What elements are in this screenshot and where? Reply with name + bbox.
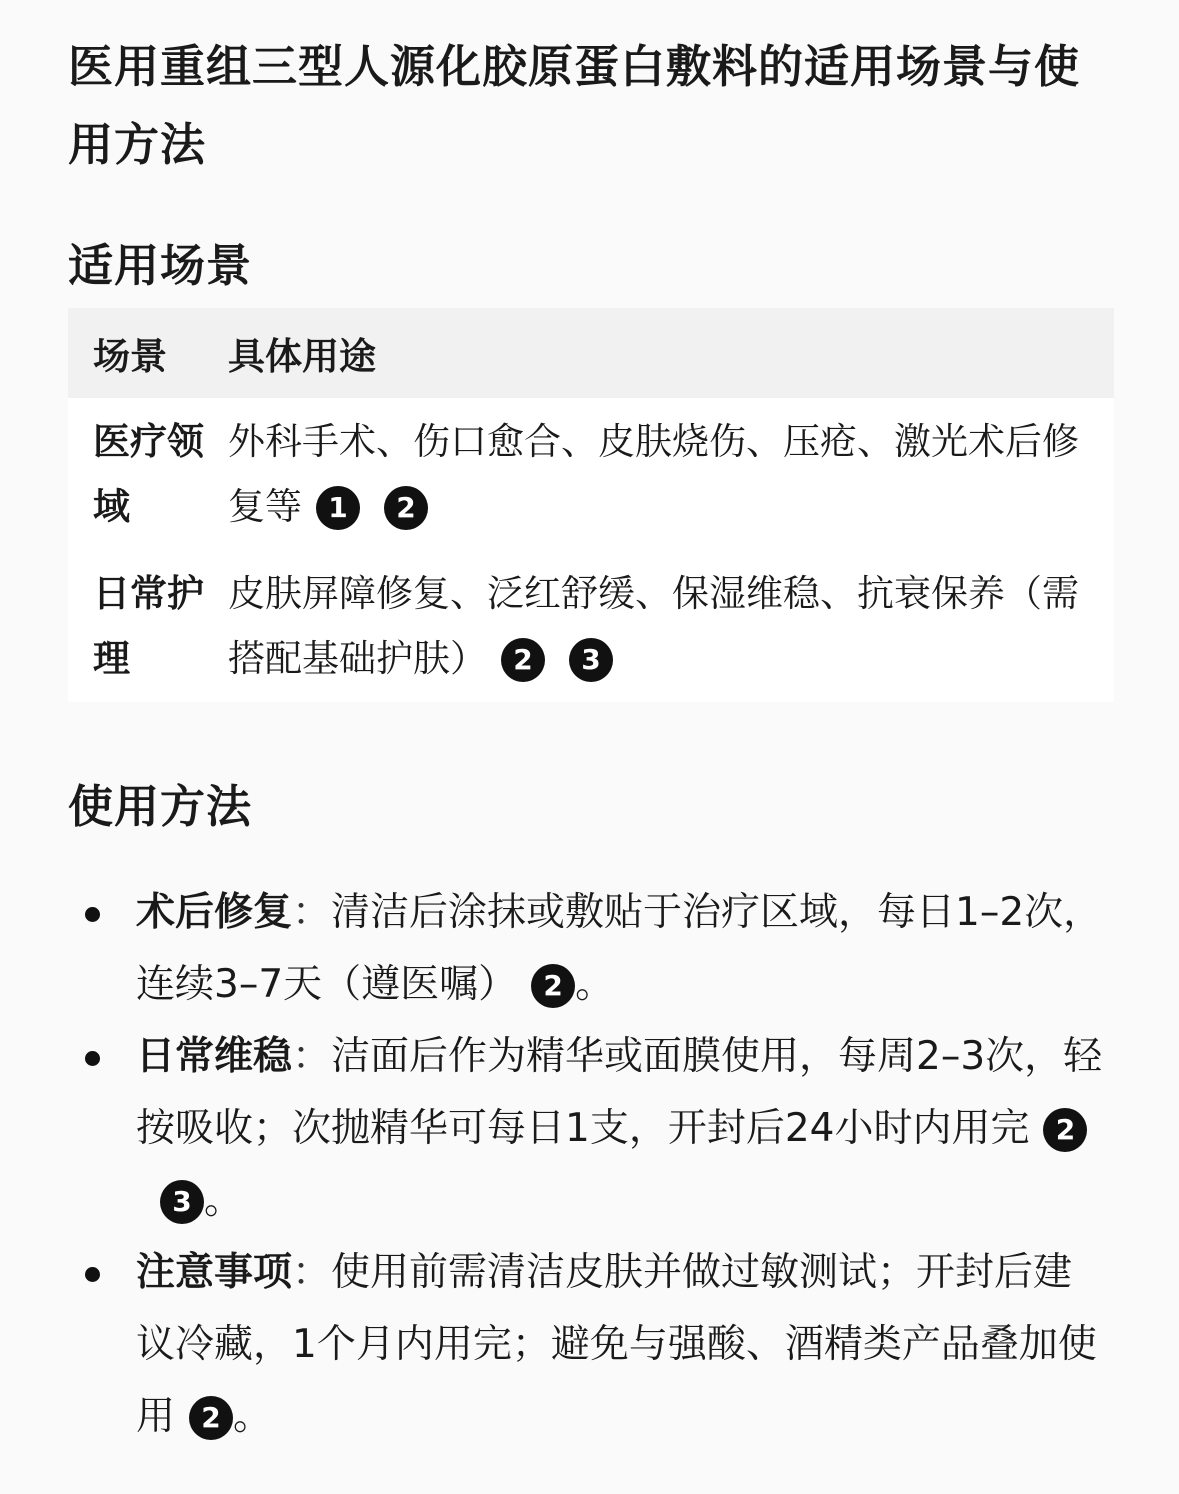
usage-heading: 使用方法: [68, 780, 253, 833]
citation-badge[interactable]: 3: [569, 638, 613, 682]
table-row: [68, 550, 1114, 702]
citation-badge[interactable]: 1: [316, 486, 360, 530]
item-label: 注意事项: [136, 1250, 293, 1295]
usage-list: [68, 877, 1111, 1453]
citation-badge[interactable]: 2: [531, 964, 575, 1008]
document-title: 医用重组三型人源化胶原蛋白敷料的适用场景与使用方法: [68, 40, 1081, 171]
item-end-mark: 。: [204, 1178, 244, 1223]
use-text: 皮肤屏障修复、泛红舒缓、保湿维稳、抗衰保养（需搭配基础护肤）: [228, 572, 1079, 680]
item-text: 洁面后作为精华或面膜使用，每周2–3次，轻按吸收；次抛精华可每日1支，开封后24小时内用完: [136, 1034, 1103, 1151]
item-separator: ：: [292, 890, 332, 935]
citation-badge[interactable]: 2: [384, 486, 428, 530]
column-header-scene: 场景: [93, 335, 167, 378]
item-end-mark: 。: [233, 1394, 273, 1439]
use-text: 外科手术、伤口愈合、皮肤烧伤、压疮、激光术后修复等: [228, 420, 1079, 528]
use-cell: [228, 550, 1114, 702]
citation-badge[interactable]: 3: [160, 1180, 204, 1224]
list-item: [68, 877, 1111, 1021]
item-end-mark: 。: [575, 962, 615, 1007]
item-separator: ：: [292, 1034, 332, 1079]
list-item: [68, 1021, 1111, 1237]
item-label: 日常维稳: [136, 1034, 293, 1079]
scene-cell: 医疗领域: [93, 420, 204, 528]
item-text: 清洁后涂抹或敷贴于治疗区域，每日1–2次，连续3–7天（遵医嘱）: [136, 890, 1103, 1007]
citation-badge[interactable]: 2: [189, 1396, 233, 1440]
use-cell: [228, 398, 1114, 550]
scenes-table: [68, 308, 1114, 702]
citation-badge[interactable]: 2: [501, 638, 545, 682]
table-header-row: [68, 308, 1114, 398]
table-row: [68, 398, 1114, 550]
item-label: 术后修复: [136, 890, 293, 935]
citation-badge[interactable]: 2: [1043, 1108, 1087, 1152]
item-text: 使用前需清洁皮肤并做过敏测试；开封后建议冷藏，1个月内用完；避免与强酸、酒精类产品叠加使用: [136, 1250, 1097, 1439]
scenes-heading: 适用场景: [68, 239, 253, 292]
list-item: [68, 1237, 1111, 1453]
column-header-use: 具体用途: [228, 335, 376, 378]
scene-cell: 日常护理: [93, 572, 204, 680]
item-separator: ：: [292, 1250, 332, 1295]
